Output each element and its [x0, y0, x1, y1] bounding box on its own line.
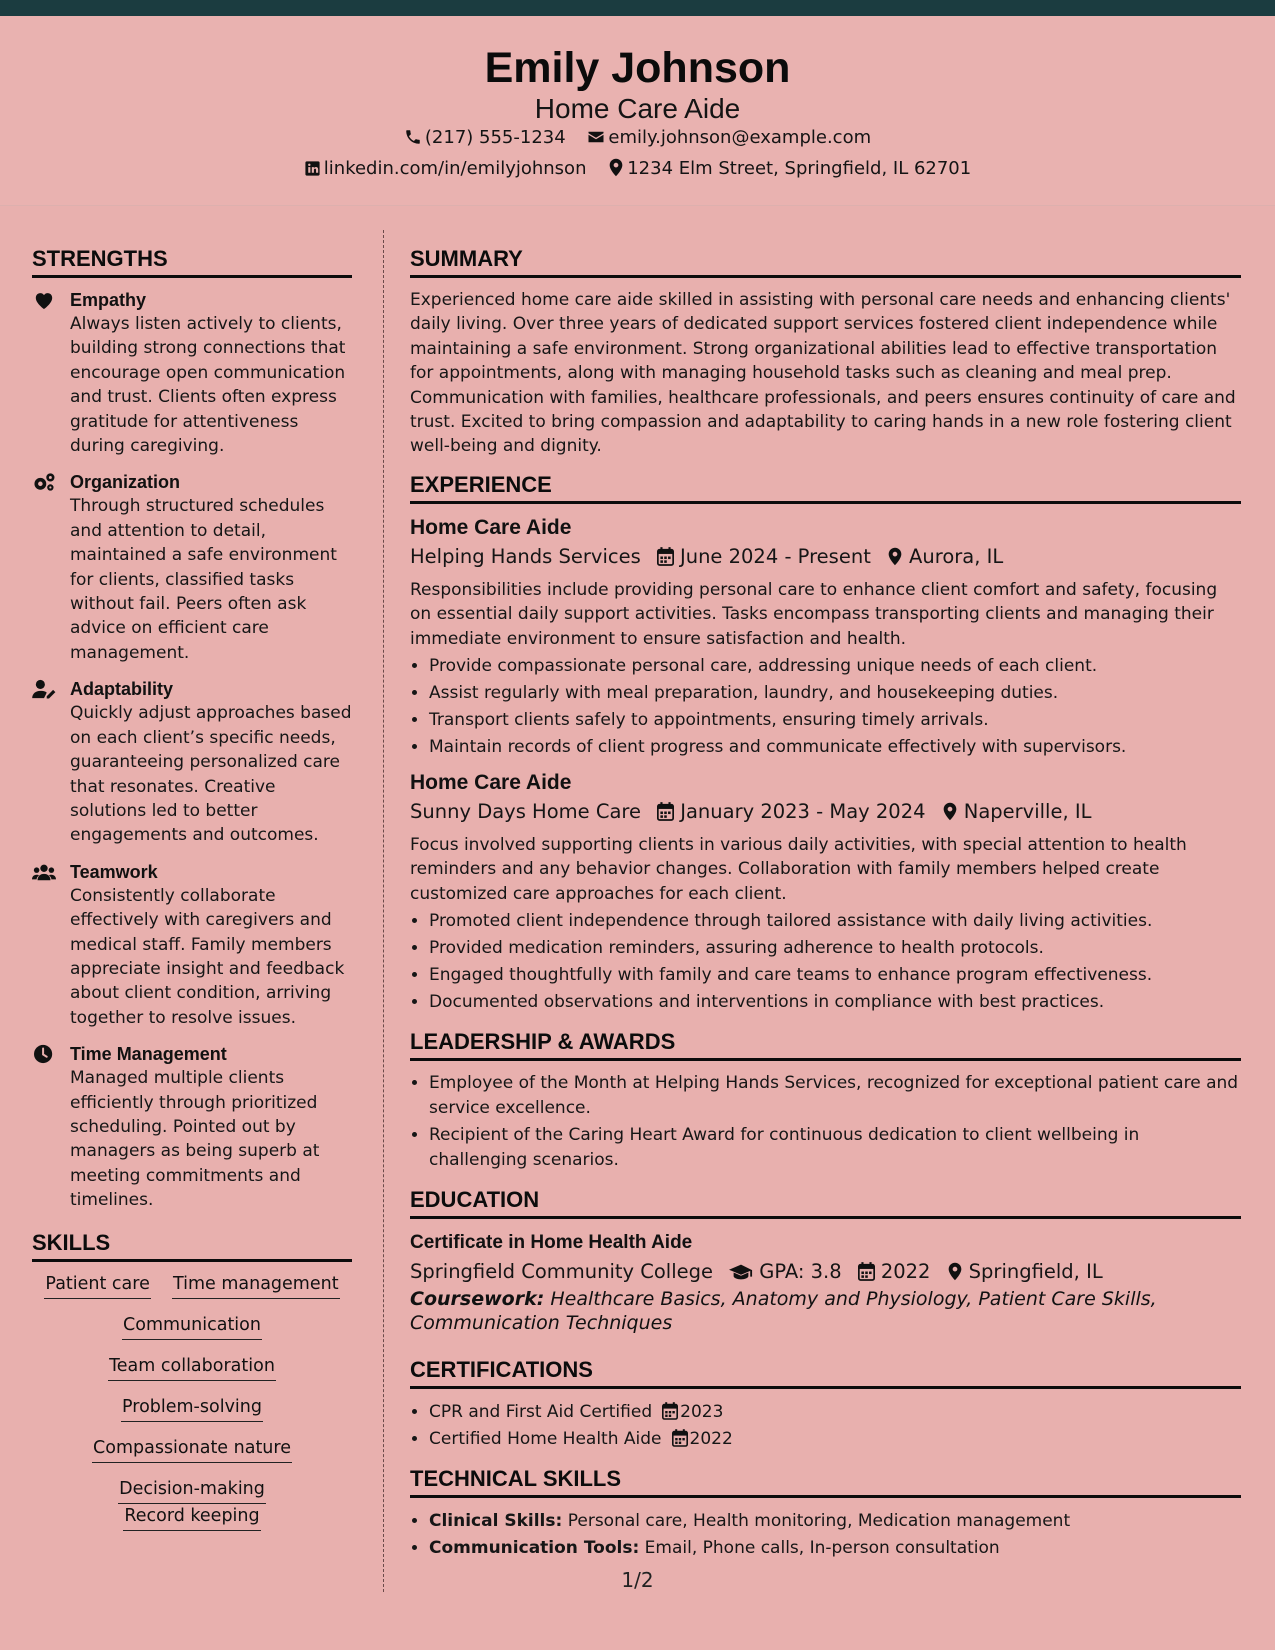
education-coursework	[410, 1287, 1241, 1336]
job-bullet: • Engaged thoughtfully with family and care teams to enhance program effectiveness.	[429, 962, 1241, 989]
job-meta	[410, 797, 1241, 827]
award-item: • Recipient of the Caring Heart Award for continuous dedication to client wellbeing in challenging scenarios.	[429, 1123, 1241, 1172]
strengths-heading: STRENGTHS	[32, 245, 352, 278]
job-location	[942, 797, 1092, 827]
job-entry	[410, 769, 1241, 1016]
strength-desc: Consistently collaborate effectively with caregivers and medical staff. Family members appreciate insight and feedback about client condition, arriving together to resolve issues.	[70, 885, 345, 1028]
education-location-text: Springfield, IL	[968, 1259, 1103, 1283]
contact-linkedin[interactable]	[304, 157, 587, 181]
technical-skills-heading: TECHNICAL SKILLS	[410, 1465, 1241, 1498]
education-gpa	[729, 1257, 841, 1287]
technical-skill-item	[429, 1508, 1241, 1535]
contact-email[interactable]	[587, 126, 871, 150]
skill-tag: Decision-making	[118, 1477, 266, 1504]
skill-tag: Compassionate nature	[92, 1436, 292, 1463]
job-dates	[657, 797, 925, 827]
calendar-icon	[858, 1262, 875, 1281]
job-bullet: • Maintain records of client progress and communicate effectively with supervisors.	[429, 734, 1241, 761]
map-pin-icon	[608, 158, 624, 177]
phone-icon	[404, 128, 422, 146]
certification-date	[662, 1429, 733, 1449]
left-column	[32, 245, 352, 1545]
strength-item	[32, 288, 352, 458]
education-year	[858, 1257, 931, 1287]
technical-skills-list	[410, 1508, 1241, 1562]
address-text: 1234 Elm Street, Springfield, IL 62701	[627, 158, 972, 179]
job-meta	[410, 542, 1241, 572]
graduation-cap-icon	[729, 1263, 753, 1281]
map-pin-icon	[887, 547, 903, 566]
strength-title: Teamwork	[70, 861, 158, 882]
contact-address	[608, 157, 971, 181]
certifications-heading: CERTIFICATIONS	[410, 1356, 1241, 1389]
certification-name: CPR and First Aid Certified	[429, 1401, 653, 1422]
strength-item	[32, 470, 352, 665]
strength-item	[32, 1042, 352, 1212]
education-heading: EDUCATION	[410, 1186, 1241, 1219]
linkedin-text: linkedin.com/in/emilyjohnson	[323, 158, 587, 179]
job-bullet: • Transport clients safely to appointments, ensuring timely arrivals.	[429, 707, 1241, 734]
coursework-label: Coursework:	[410, 1287, 545, 1310]
certification-year: 2023	[680, 1401, 724, 1422]
calendar-icon	[657, 802, 674, 821]
skill-tag: Problem-solving	[121, 1395, 263, 1422]
job-dates-text: January 2023 - May 2024	[680, 800, 926, 824]
education-location	[947, 1257, 1103, 1287]
summary-heading: SUMMARY	[410, 245, 1241, 278]
job-bullet: • Provided medication reminders, assuring adherence to health protocols.	[429, 935, 1241, 962]
map-pin-icon	[947, 1262, 963, 1281]
envelope-icon	[587, 128, 605, 146]
skills-row	[32, 1436, 352, 1463]
awards-heading: LEADERSHIP & AWARDS	[410, 1028, 1241, 1061]
skill-tag: Record keeping	[123, 1504, 260, 1531]
heart-icon	[32, 290, 56, 310]
contact-row-2	[0, 157, 1275, 181]
award-item: • Employee of the Month at Helping Hands Services, recognized for exceptional patient care and service excellence.	[429, 1071, 1241, 1120]
strength-title: Time Management	[70, 1044, 227, 1065]
strength-desc: Through structured schedules and attention to detail, maintained a safe environment for clients, classified tasks without fail. Peers often ask advice on efficient care management.	[70, 496, 337, 663]
calendar-icon	[672, 1429, 688, 1447]
linkedin-icon	[304, 160, 321, 177]
technical-skill-value: Personal care, Health monitoring, Medication management	[567, 1510, 1071, 1531]
job-bullet: • Assist regularly with meal preparation, laundry, and housekeeping duties.	[429, 680, 1241, 707]
email-text: emily.johnson@example.com	[608, 127, 872, 148]
job-dates	[657, 542, 871, 572]
resume-header	[0, 16, 1275, 206]
candidate-title: Home Care Aide	[534, 93, 741, 124]
strength-title: Empathy	[70, 290, 147, 310]
experience-heading: EXPERIENCE	[410, 471, 1241, 504]
job-bullet: • Promoted client independence through tailored assistance with daily living activities.	[429, 908, 1241, 935]
education-degree: Certificate in Home Health Aide	[410, 1231, 693, 1253]
job-bullets	[410, 908, 1241, 1016]
skills-heading: SKILLS	[32, 1229, 352, 1262]
summary-text: Experienced home care aide skilled in assisting with personal care needs and enhancing clients' daily living. Over three years of dedicated support services fostered client independence while maintaining a safe environment. Strong organizational abilities lead to effective transportation for appointments, along with managing household tasks such as cleaning and meal prep. Communication with families, healthcare professionals, and peers ensures continuity of care and trust. Excited to bring compassion and adaptability to caring hands in a new role fostering client well-being and dignity.	[410, 290, 1236, 457]
job-entry	[410, 514, 1241, 761]
skills-row	[32, 1354, 352, 1381]
user-edit-icon	[32, 679, 56, 699]
skills-row	[32, 1313, 352, 1340]
column-divider	[383, 230, 384, 1592]
certification-name: Certified Home Health Aide	[429, 1428, 662, 1449]
technical-skill-label: Communication Tools:	[429, 1537, 640, 1558]
skills-row	[32, 1477, 352, 1531]
technical-skill-value: Email, Phone calls, In-person consultation	[644, 1537, 1000, 1558]
job-location-text: Naperville, IL	[963, 800, 1092, 824]
contact-row-1	[0, 126, 1275, 150]
job-location	[887, 542, 1003, 572]
awards-list	[410, 1071, 1241, 1172]
job-company: Helping Hands Services	[410, 544, 641, 568]
users-icon	[32, 862, 56, 882]
calendar-icon	[657, 547, 674, 566]
top-bar	[0, 0, 1275, 16]
job-desc: Focus involved supporting clients in various daily activities, with special attention to health reminders and any behavior changes. Collaboration with family members helped create customized care approaches for each client.	[410, 835, 1187, 904]
strength-title: Adaptability	[70, 679, 174, 700]
job-dates-text: June 2024 - Present	[679, 544, 871, 568]
job-bullets	[410, 653, 1241, 761]
strength-desc: Quickly adjust approaches based on each client’s specific needs, guaranteeing personalized care that resonates. Creative solutions led to better engagements and outcomes.	[70, 703, 352, 846]
strength-title: Organization	[70, 472, 181, 493]
job-title: Home Care Aide	[410, 515, 572, 539]
skill-tag: Patient care	[44, 1272, 150, 1299]
education-school: Springfield Community College	[410, 1259, 714, 1283]
technical-skill-item	[429, 1535, 1241, 1562]
gears-icon	[32, 472, 56, 492]
clock-icon	[32, 1044, 56, 1064]
skill-tag: Communication	[122, 1313, 262, 1340]
right-column	[410, 245, 1241, 1562]
certification-item	[429, 1399, 1241, 1426]
contact-phone	[404, 126, 566, 150]
map-pin-icon	[942, 802, 958, 821]
strength-item	[32, 677, 352, 847]
certifications-list	[410, 1399, 1241, 1453]
job-desc: Responsibilities include providing personal care to enhance client comfort and safety, focusing on essential daily support activities. Tasks encompass transporting clients and managing their immediate environment to ensure satisfaction and health.	[410, 579, 1218, 649]
education-meta	[410, 1257, 1241, 1287]
strength-item	[32, 860, 352, 1030]
technical-skill-label: Clinical Skills:	[429, 1510, 563, 1531]
job-company: Sunny Days Home Care	[410, 800, 641, 824]
certification-item	[429, 1426, 1241, 1453]
job-bullet: • Provide compassionate personal care, addressing unique needs of each client.	[429, 653, 1241, 680]
page-number: 1/2	[621, 1568, 654, 1592]
certification-date	[652, 1402, 723, 1422]
coursework-text: Healthcare Basics, Anatomy and Physiology, Patient Care Skills, Communication Techniques	[410, 1287, 1157, 1335]
strength-desc: Always listen actively to clients, building strong connections that encourage open communication and trust. Clients often express gratitude for attentiveness during caregiving.	[70, 314, 346, 457]
skill-tag: Team collaboration	[108, 1354, 276, 1381]
education-year-text: 2022	[880, 1259, 931, 1283]
calendar-icon	[662, 1402, 678, 1420]
skill-tag: Time management	[172, 1272, 340, 1299]
candidate-name: Emily Johnson	[484, 44, 791, 92]
job-bullet: • Documented observations and interventions in compliance with best practices.	[429, 989, 1241, 1016]
phone-text: (217) 555-1234	[424, 127, 566, 148]
certification-year: 2022	[689, 1428, 733, 1449]
skills-row	[32, 1395, 352, 1422]
job-title: Home Care Aide	[410, 771, 572, 795]
education-gpa-text: GPA: 3.8	[759, 1259, 842, 1283]
job-location-text: Aurora, IL	[909, 544, 1004, 568]
skills-row	[32, 1272, 352, 1299]
strength-desc: Managed multiple clients efficiently through prioritized scheduling. Pointed out by managers as being superb at meeting commitments and timelines.	[70, 1068, 320, 1211]
